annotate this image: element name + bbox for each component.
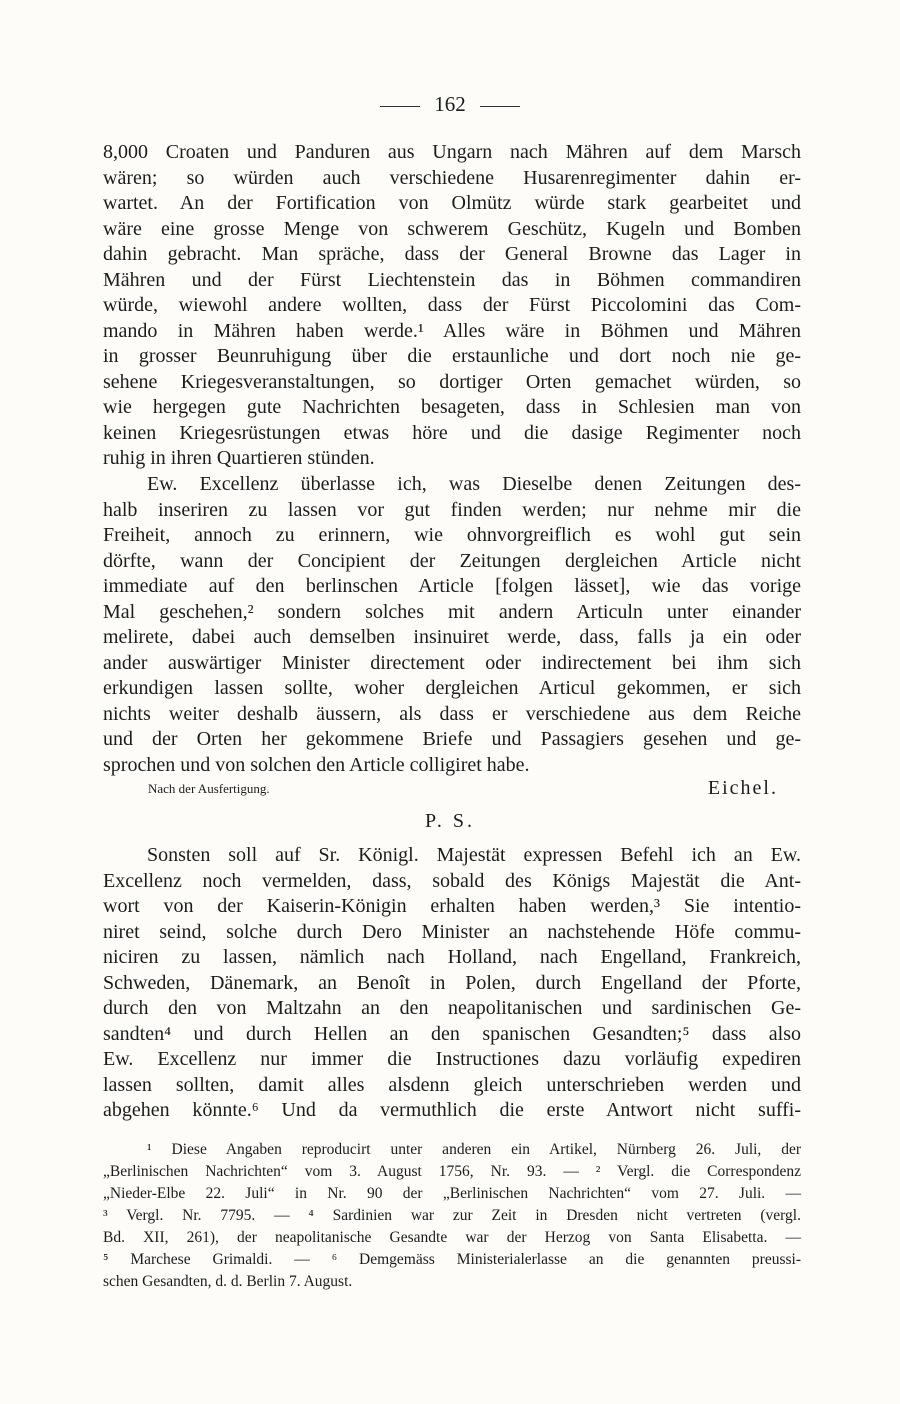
footnote-line: „Nieder-Elbe 22. Juli“ in Nr. 90 der „Berlinischen Nachrichten“ vom 27. Juli. —	[103, 1185, 801, 1202]
text-line: Sonsten soll auf Sr. Königl. Majestät expressen Befehl ich an Ew.	[147, 844, 801, 866]
text-line: sandten⁴ und durch Hellen an den spanischen Gesandten;⁵ dass also	[103, 1022, 801, 1045]
text-line: niret seind, solche durch Dero Minister an nachstehende Höfe commu-	[103, 920, 801, 943]
page-header	[0, 92, 900, 117]
text-line: dahin gebracht. Man spräche, dass der General Browne das Lager in	[103, 243, 801, 265]
text-line: wären; so würden auch verschiedene Husarenregimenter dahin er-	[103, 166, 801, 189]
footnote-line: schen Gesandten, d. d. Berlin 7. August.	[103, 1273, 353, 1290]
text-line: melirete, dabei auch demselben insinuiret werde, dass, falls ja ein oder	[103, 626, 801, 648]
text-line: Ew. Excellenz nur immer die Instructiones dazu vorläufig expediren	[103, 1048, 801, 1070]
text-line: Schweden, Dänemark, an Benoît in Polen, durch Engelland der Pforte,	[103, 971, 801, 994]
text-line: erkundigen lassen sollte, woher dergleichen Articul gekommen, er sich	[103, 677, 801, 699]
text-line: wie hergegen gute Nachrichten besageten, dass in Schlesien man von	[103, 396, 801, 418]
footnote-line: Bd. XII, 261), der neapolitanische Gesandte war der Herzog von Santa Elisabetta. —	[103, 1229, 801, 1246]
text-line: halb inseriren zu lassen vor gut finden werden; nur nehme mir die	[103, 498, 801, 521]
text-line: wort von der Kaiserin-Königin erhalten haben werden,³ Sie intentio-	[103, 895, 801, 917]
text-line: durch den von Maltzahn an den neapolitanischen und sardinischen Ge-	[103, 997, 801, 1019]
text-line: sprochen und von solchen den Article colligiret habe.	[103, 753, 530, 776]
text-line: Excellenz noch vermelden, dass, sobald des Königs Majestät die Ant-	[103, 869, 801, 892]
text-line: nichts weiter deshalb äussern, als dass er verschiedene aus dem Reiche	[103, 702, 801, 725]
source-note: Nach der Ausfertigung.	[148, 781, 270, 796]
text-line: wäre eine grosse Menge von schwerem Geschütz, Kugeln und Bomben	[103, 217, 801, 240]
text-line: Mal geschehen,² sondern solches mit andern Articuln unter einander	[103, 600, 801, 623]
footnote-line: ¹ Diese Angaben reproducirt unter anderen ein Artikel, Nürnberg 26. Juli, der	[147, 1141, 801, 1158]
text-line: in grosser Beunruhigung über die erstaunliche und dort noch nie ge-	[103, 345, 801, 367]
paragraph-2	[103, 472, 801, 778]
text-line: immediate auf den berlinschen Article [folgen lässet], wie das vorige	[103, 575, 801, 597]
footnotes	[103, 1139, 801, 1293]
text-line: Mähren und der Fürst Liechtenstein das in Böhmen commandiren	[103, 268, 801, 291]
text-line: und der Orten her gekommene Briefe und Passagiers gesehen und ge-	[103, 728, 801, 750]
postscript-paragraph	[103, 843, 801, 1124]
footnote-line: „Berlinischen Nachrichten“ vom 3. August 1756, Nr. 93. — ² Vergl. die Correspondenz	[103, 1163, 801, 1180]
header-rule-left	[380, 106, 420, 107]
text-line: Ew. Excellenz überlasse ich, was Dieselbe denen Zeitungen des-	[147, 473, 801, 495]
text-line: Freiheit, annoch zu erinnern, wie ohnvorgreiflich es wohl gut sein	[103, 524, 801, 546]
text-line: mando in Mähren haben werde.¹ Alles wäre in Böhmen und Mähren	[103, 319, 801, 342]
text-line: abgehen könnte.⁶ Und da vermuthlich die erste Antwort nicht suffi-	[103, 1099, 801, 1121]
text-line: dörfte, wann der Concipient der Zeitungen dergleichen Article nicht	[103, 549, 801, 572]
header-rule-right	[480, 106, 520, 107]
text-line: ander auswärtiger Minister directement oder indirectement bei ihm sich	[103, 651, 801, 674]
page-number: 162	[434, 92, 466, 116]
text-line: niciren zu lassen, nämlich nach Holland, nach Engelland, Frankreich,	[103, 946, 801, 968]
paragraph-1	[103, 140, 801, 472]
signature: Eichel.	[707, 777, 778, 799]
text-line: sehene Kriegesveranstaltungen, so dortiger Orten gemachet würden, so	[103, 370, 801, 393]
footnote-line: ³ Vergl. Nr. 7795. — ⁴ Sardinien war zur Zeit in Dresden nicht vertreten (vergl.	[103, 1207, 801, 1224]
text-line: wartet. An der Fortification von Olmütz würde stark gearbeitet und	[103, 192, 801, 214]
text-line: ruhig in ihren Quartieren stünden.	[103, 447, 375, 469]
text-line: keinen Kriegesrüstungen etwas höre und die dasige Regimenter noch	[103, 421, 801, 444]
text-line: würde, wiewohl andere wollten, dass der Fürst Piccolomini das Com-	[103, 294, 801, 316]
postscript-heading: P. S.	[424, 810, 476, 832]
footnote-line: ⁵ Marchese Grimaldi. — ⁶ Demgemäss Ministerialerlasse an die genannten preussi-	[103, 1251, 801, 1268]
text-line: 8,000 Croaten und Panduren aus Ungarn nach Mähren auf dem Marsch	[103, 141, 801, 163]
text-line: lassen sollten, damit alles alsdenn gleich unterschrieben werden und	[103, 1073, 801, 1096]
closing-row	[148, 777, 778, 801]
